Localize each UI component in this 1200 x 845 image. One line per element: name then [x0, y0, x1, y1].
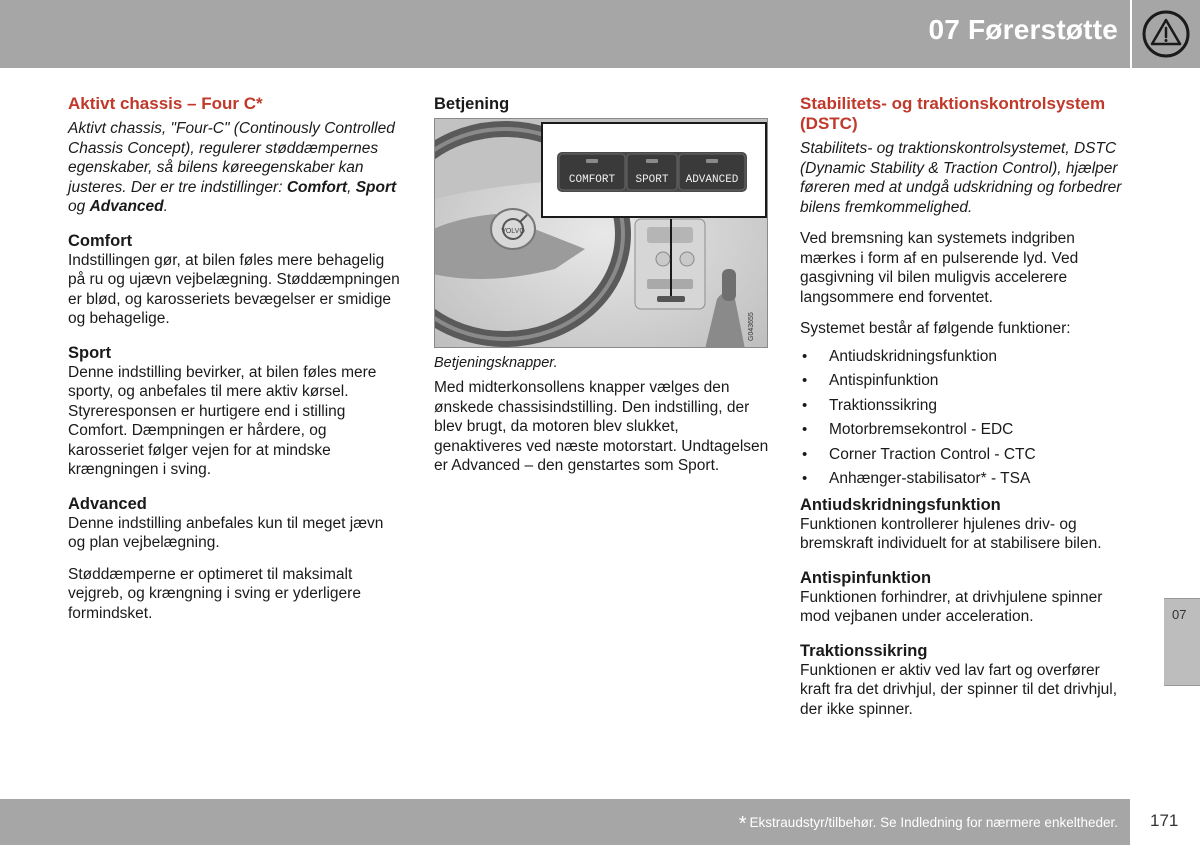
figure-code: G043655	[748, 312, 755, 341]
traktionssikring-heading: Traktionssikring	[800, 641, 928, 660]
advanced-text-1: Denne indstilling anbefales kun til meget jævn og plan vejbelægning.	[68, 514, 384, 551]
antispin-text: Funktionen forhindrer, at drivhjulene spinner mod vejbanen under acceleration.	[800, 588, 1103, 625]
list-item: • Antispinfunktion	[802, 372, 939, 389]
antispin-heading: Antispinfunktion	[800, 568, 932, 587]
list-item: • Motorbremsekontrol - EDC	[802, 421, 1014, 438]
column-four-c	[68, 94, 403, 623]
section-heading-four-c: Aktivt chassis – Four C*	[68, 94, 263, 113]
advanced-button-label: ADVANCED	[685, 174, 739, 186]
sport-button-label: SPORT	[635, 174, 669, 186]
column-dstc	[800, 94, 1132, 719]
comfort-button-label: COMFORT	[568, 174, 616, 186]
sport-text: Denne indstilling bevirker, at bilen føles mere sporty, og anbefales til mere aktiv kørsel. Styreresponsen er hurtigere end i stilling Comfort. Dæmpningen er hårdere, og karosseriet følger vejen for at mindske krængningen i sving.	[68, 363, 377, 478]
comfort-text: Indstillingen gør, at bilen føles mere behagelig på ru og ujævn vejbelægning. Støddæmpningen er blød, og karosseriets bevægelser er smidige og behagelige.	[68, 251, 400, 327]
four-c-intro: Aktivt chassis, "Four-C" (Continously Controlled Chassis Concept), regulerer støddæmpernes egenskaber, så bilens køreegenskaber kan justeres. Der er tre indstillinger: Comfort, Sport og Advanced.	[68, 120, 397, 215]
footnote	[739, 813, 1118, 836]
dstc-p2: Systemet består af følgende funktioner:	[800, 320, 1071, 337]
betjening-heading: Betjening	[434, 95, 510, 113]
warning-triangle-icon	[1141, 9, 1191, 59]
page-number: 171	[1150, 811, 1179, 830]
column-betjening	[434, 94, 769, 476]
footnote-text: Ekstraudstyr/tilbehør. Se Indledning for nærmere enkeltheder.	[749, 815, 1118, 830]
list-item: • Corner Traction Control - CTC	[802, 445, 1036, 463]
chapter-title: 07 Førerstøtte	[928, 14, 1118, 45]
volvo-logo-text: VOLVO	[501, 228, 525, 235]
list-item: • Antiudskridningsfunktion	[802, 347, 998, 365]
traktionssikring-text: Funktionen er aktiv ved lav fart og overfører kraft fra det drivhjul, der spinner til det drivhjul, der ikke spinner.	[800, 661, 1118, 718]
dashboard-illustration	[435, 119, 768, 348]
side-tab-label: 07	[1172, 607, 1187, 622]
dstc-intro: Stabilitets- og traktionskontrolsystemet, DSTC (Dynamic Stability & Traction Control), hjælper føreren med at undgå udskridning og forbedrer bilens fremkommelighed.	[800, 140, 1122, 216]
antiudskridning-heading: Antiudskridningsfunktion	[800, 495, 1001, 514]
chapter-side-tab	[1164, 598, 1200, 686]
comfort-heading: Comfort	[68, 231, 133, 250]
figure-caption: Betjeningsknapper.	[434, 355, 558, 371]
function-list	[800, 347, 1132, 489]
advanced-text-2: Støddæmperne er optimeret til maksimalt vejgreb, og krængning i sving er yderligere formindsket.	[68, 565, 361, 622]
list-item: • Traktionssikring	[802, 396, 937, 414]
chassis-buttons-figure	[434, 118, 768, 348]
list-item: • Anhænger-stabilisator* - TSA	[802, 470, 1031, 487]
advanced-heading: Advanced	[68, 494, 147, 513]
footnote-star: *	[738, 813, 747, 835]
header-icon-box	[1132, 0, 1200, 68]
antiudskridning-text: Funktionen kontrollerer hjulenes driv- og bremskraft individuelt for at stabilisere bilen.	[800, 515, 1102, 552]
dstc-p1: Ved bremsning kan systemets indgriben mærkes i form af en pulserende lyd. Ved gasgivning vil bilen muligvis accelerere langsommere end forventet.	[800, 230, 1079, 306]
section-heading-dstc: Stabilitets- og traktionskontrolsystem (DSTC)	[800, 94, 1106, 133]
sport-heading: Sport	[68, 343, 112, 362]
betjening-text: Med midterkonsollens knapper vælges den ønskede chassisindstilling. Den indstilling, der blev brugt, da motoren blev slukket, genaktiveres ved næste motorstart. Undtagelsen er Advanced – den genstartes som Sport.	[434, 379, 769, 474]
